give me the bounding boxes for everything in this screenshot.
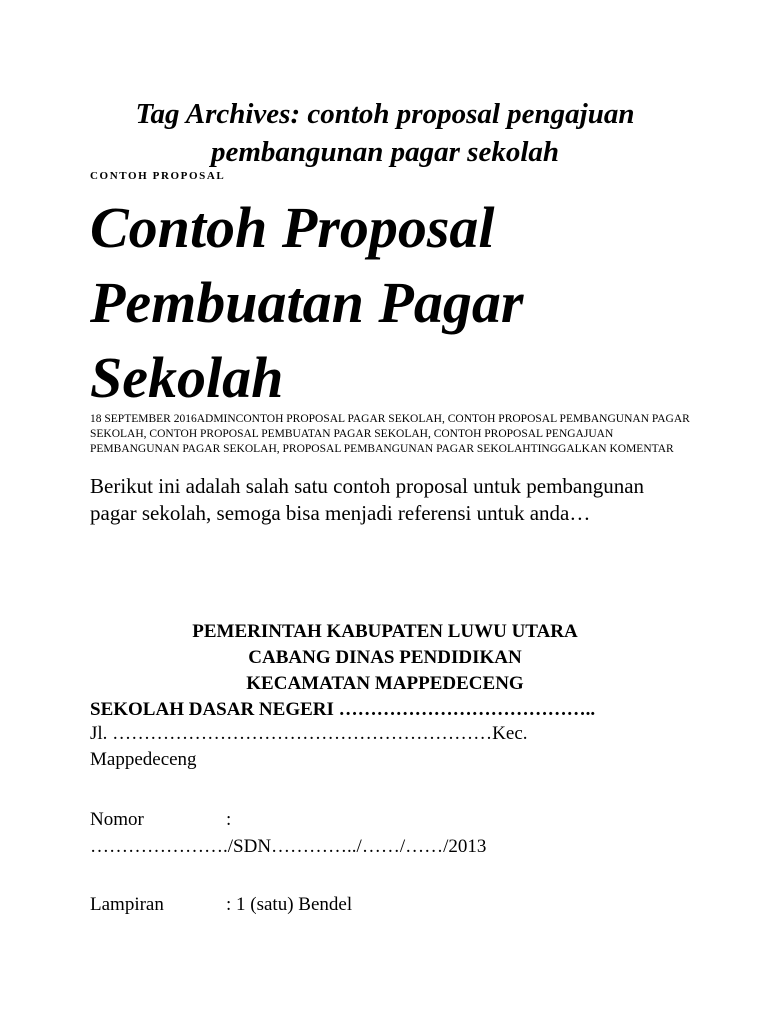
letter-header-line: CABANG DINAS PENDIDIKAN xyxy=(248,647,522,668)
post-meta: 18 SEPTEMBER 2016ADMINCONTOH PROPOSAL PAGAR SEKOLAH, CONTOH PROPOSAL PEMBANGUNAN PAGAR SEKOLAH, CONTOH PROPOSAL PEMBUATAN PAGAR SEKOLAH, CONTOH PROPOSAL PENGAJUAN PEMBANGUNAN PAGAR SEKOLAH, PROPOSAL PEMBANGUNAN PAGAR SEKOLAHTINGGALKAN KOMENTAR xyxy=(90,413,690,455)
post-category-link[interactable]: CONTOH PROPOSAL xyxy=(90,170,226,182)
post-title[interactable]: Contoh Proposal Pembuatan Pagar Sekolah xyxy=(90,195,524,410)
nomor-label: Nomor xyxy=(90,809,144,830)
nomor-value: …………………./SDN…………../……/……/2013 xyxy=(90,836,487,857)
lampiran-value: : 1 (satu) Bendel xyxy=(226,894,353,915)
letter-header-line: PEMERINTAH KABUPATEN LUWU UTARA xyxy=(192,621,578,642)
school-name: SEKOLAH DASAR NEGERI ………………………………….. xyxy=(90,699,596,720)
lampiran-label: Lampiran xyxy=(90,894,164,915)
archive-title: Tag Archives: contoh proposal pengajuan pembangunan pagar sekolah xyxy=(135,98,635,168)
school-address: Jl. ……………………………………………………Kec. Mappedeceng xyxy=(90,723,528,770)
post-intro: Berikut ini adalah salah satu contoh proposal untuk pembangunan pagar sekolah, semoga bisa menjadi referensi untuk anda… xyxy=(90,474,645,525)
nomor-separator: : xyxy=(226,809,232,830)
lampiran-field xyxy=(90,891,352,918)
letter-header-line: KECAMATAN MAPPEDECENG xyxy=(246,673,524,694)
letter-header xyxy=(90,619,680,697)
nomor-field xyxy=(90,806,231,833)
